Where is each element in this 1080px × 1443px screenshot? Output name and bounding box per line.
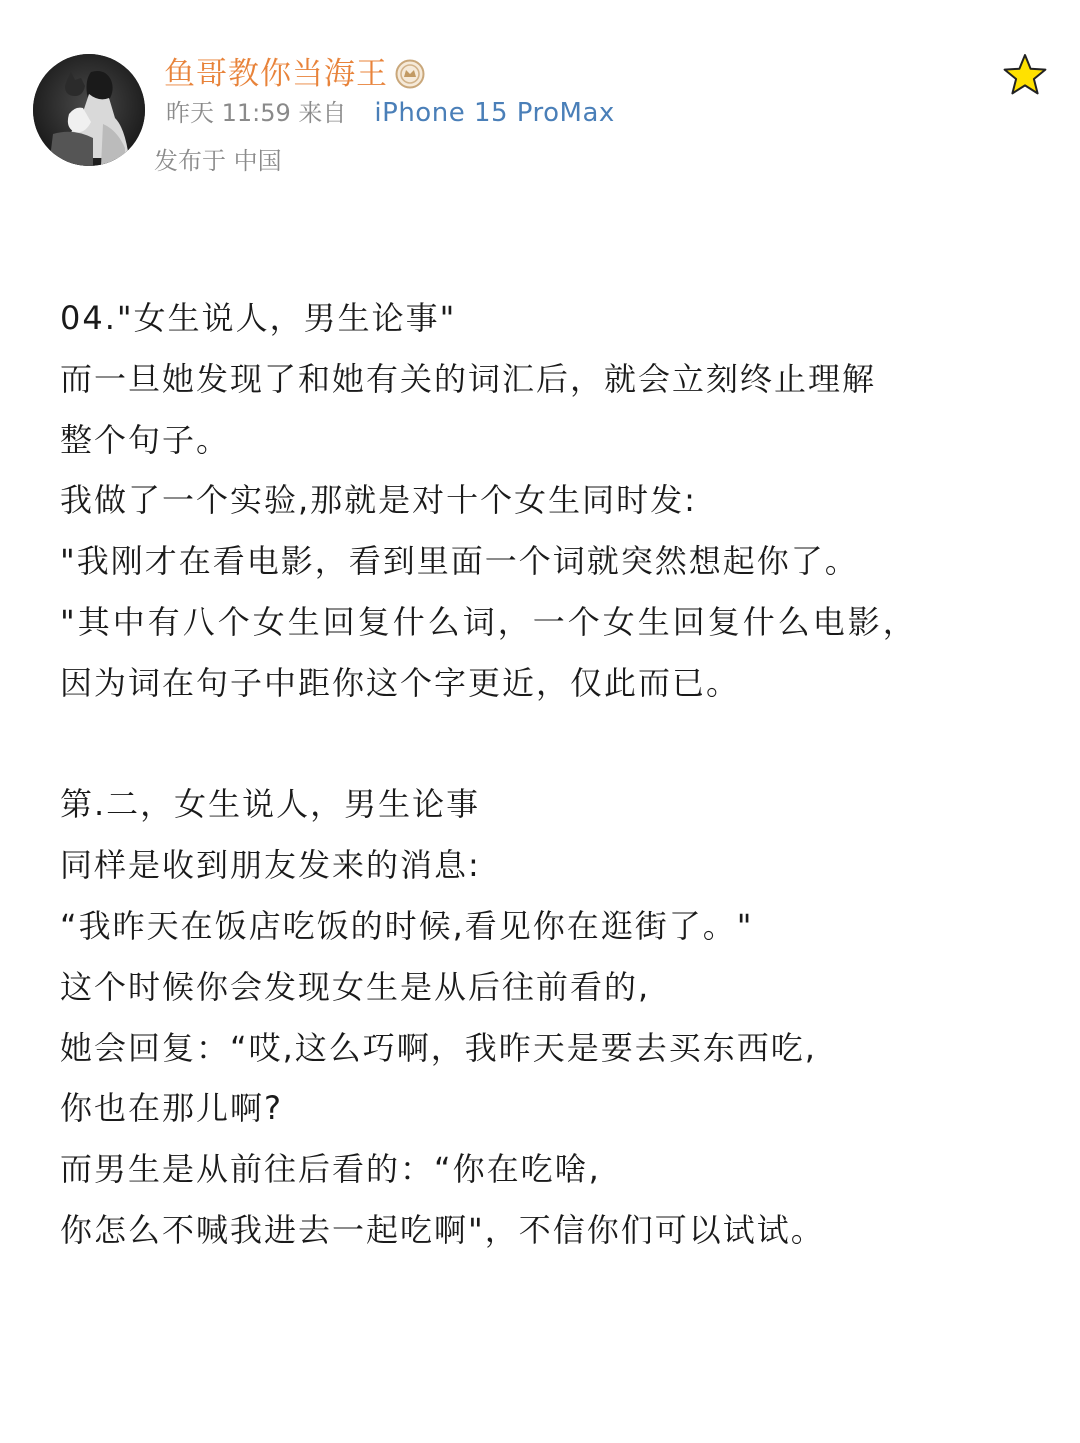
star-icon[interactable] xyxy=(1002,52,1048,98)
text-line: 整个句子。 xyxy=(60,420,231,459)
text-line: "其中有八个女生回复什么词，一个女生回复什么电影， xyxy=(60,602,918,641)
text-line: 你也在那儿啊? xyxy=(60,1089,283,1128)
device-source[interactable]: iPhone 15 ProMax xyxy=(374,98,615,128)
username-row xyxy=(164,52,426,96)
text-line: 她会回复：“哎,这么巧啊，我昨天是要去买东西吃, xyxy=(60,1028,817,1067)
text-line: 因为词在句子中距你这个字更近，仅此而已。 xyxy=(60,663,741,702)
author-name[interactable]: 鱼哥教你当海王 xyxy=(164,56,388,92)
text-line: 你怎么不喊我进去一起吃啊"，不信你们可以试试。 xyxy=(60,1210,825,1249)
paragraph-2-heading: 第.二，女生说人，男生论事 xyxy=(60,785,481,824)
text-line: 这个时候你会发现女生是从后往前看的, xyxy=(60,967,651,1006)
text-line: 同样是收到朋友发来的消息: xyxy=(60,846,481,885)
post-content xyxy=(60,288,1050,1261)
post-location: 发布于 中国 xyxy=(154,147,282,175)
post-header xyxy=(0,0,1080,200)
text-line: 我做了一个实验,那就是对十个女生同时发: xyxy=(60,481,697,520)
text-line: “我昨天在饭店吃饭的时候,看见你在逛街了。" xyxy=(60,906,754,945)
paragraph-1-heading: 04."女生说人，男生论事" xyxy=(60,299,457,337)
paragraph-gap xyxy=(60,714,1050,775)
post-meta xyxy=(166,94,615,132)
text-line: "我刚才在看电影，看到里面一个词就突然想起你了。 xyxy=(60,542,859,581)
text-line: 而一旦她发现了和她有关的词汇后，就会立刻终止理解 xyxy=(60,359,877,398)
post-time: 昨天 11:59 来自 xyxy=(166,99,347,127)
avatar-image xyxy=(33,54,145,166)
avatar[interactable] xyxy=(33,54,145,166)
vip-badge-icon xyxy=(394,58,426,90)
text-line: 而男生是从前往后看的：“你在吃啥, xyxy=(60,1150,601,1189)
